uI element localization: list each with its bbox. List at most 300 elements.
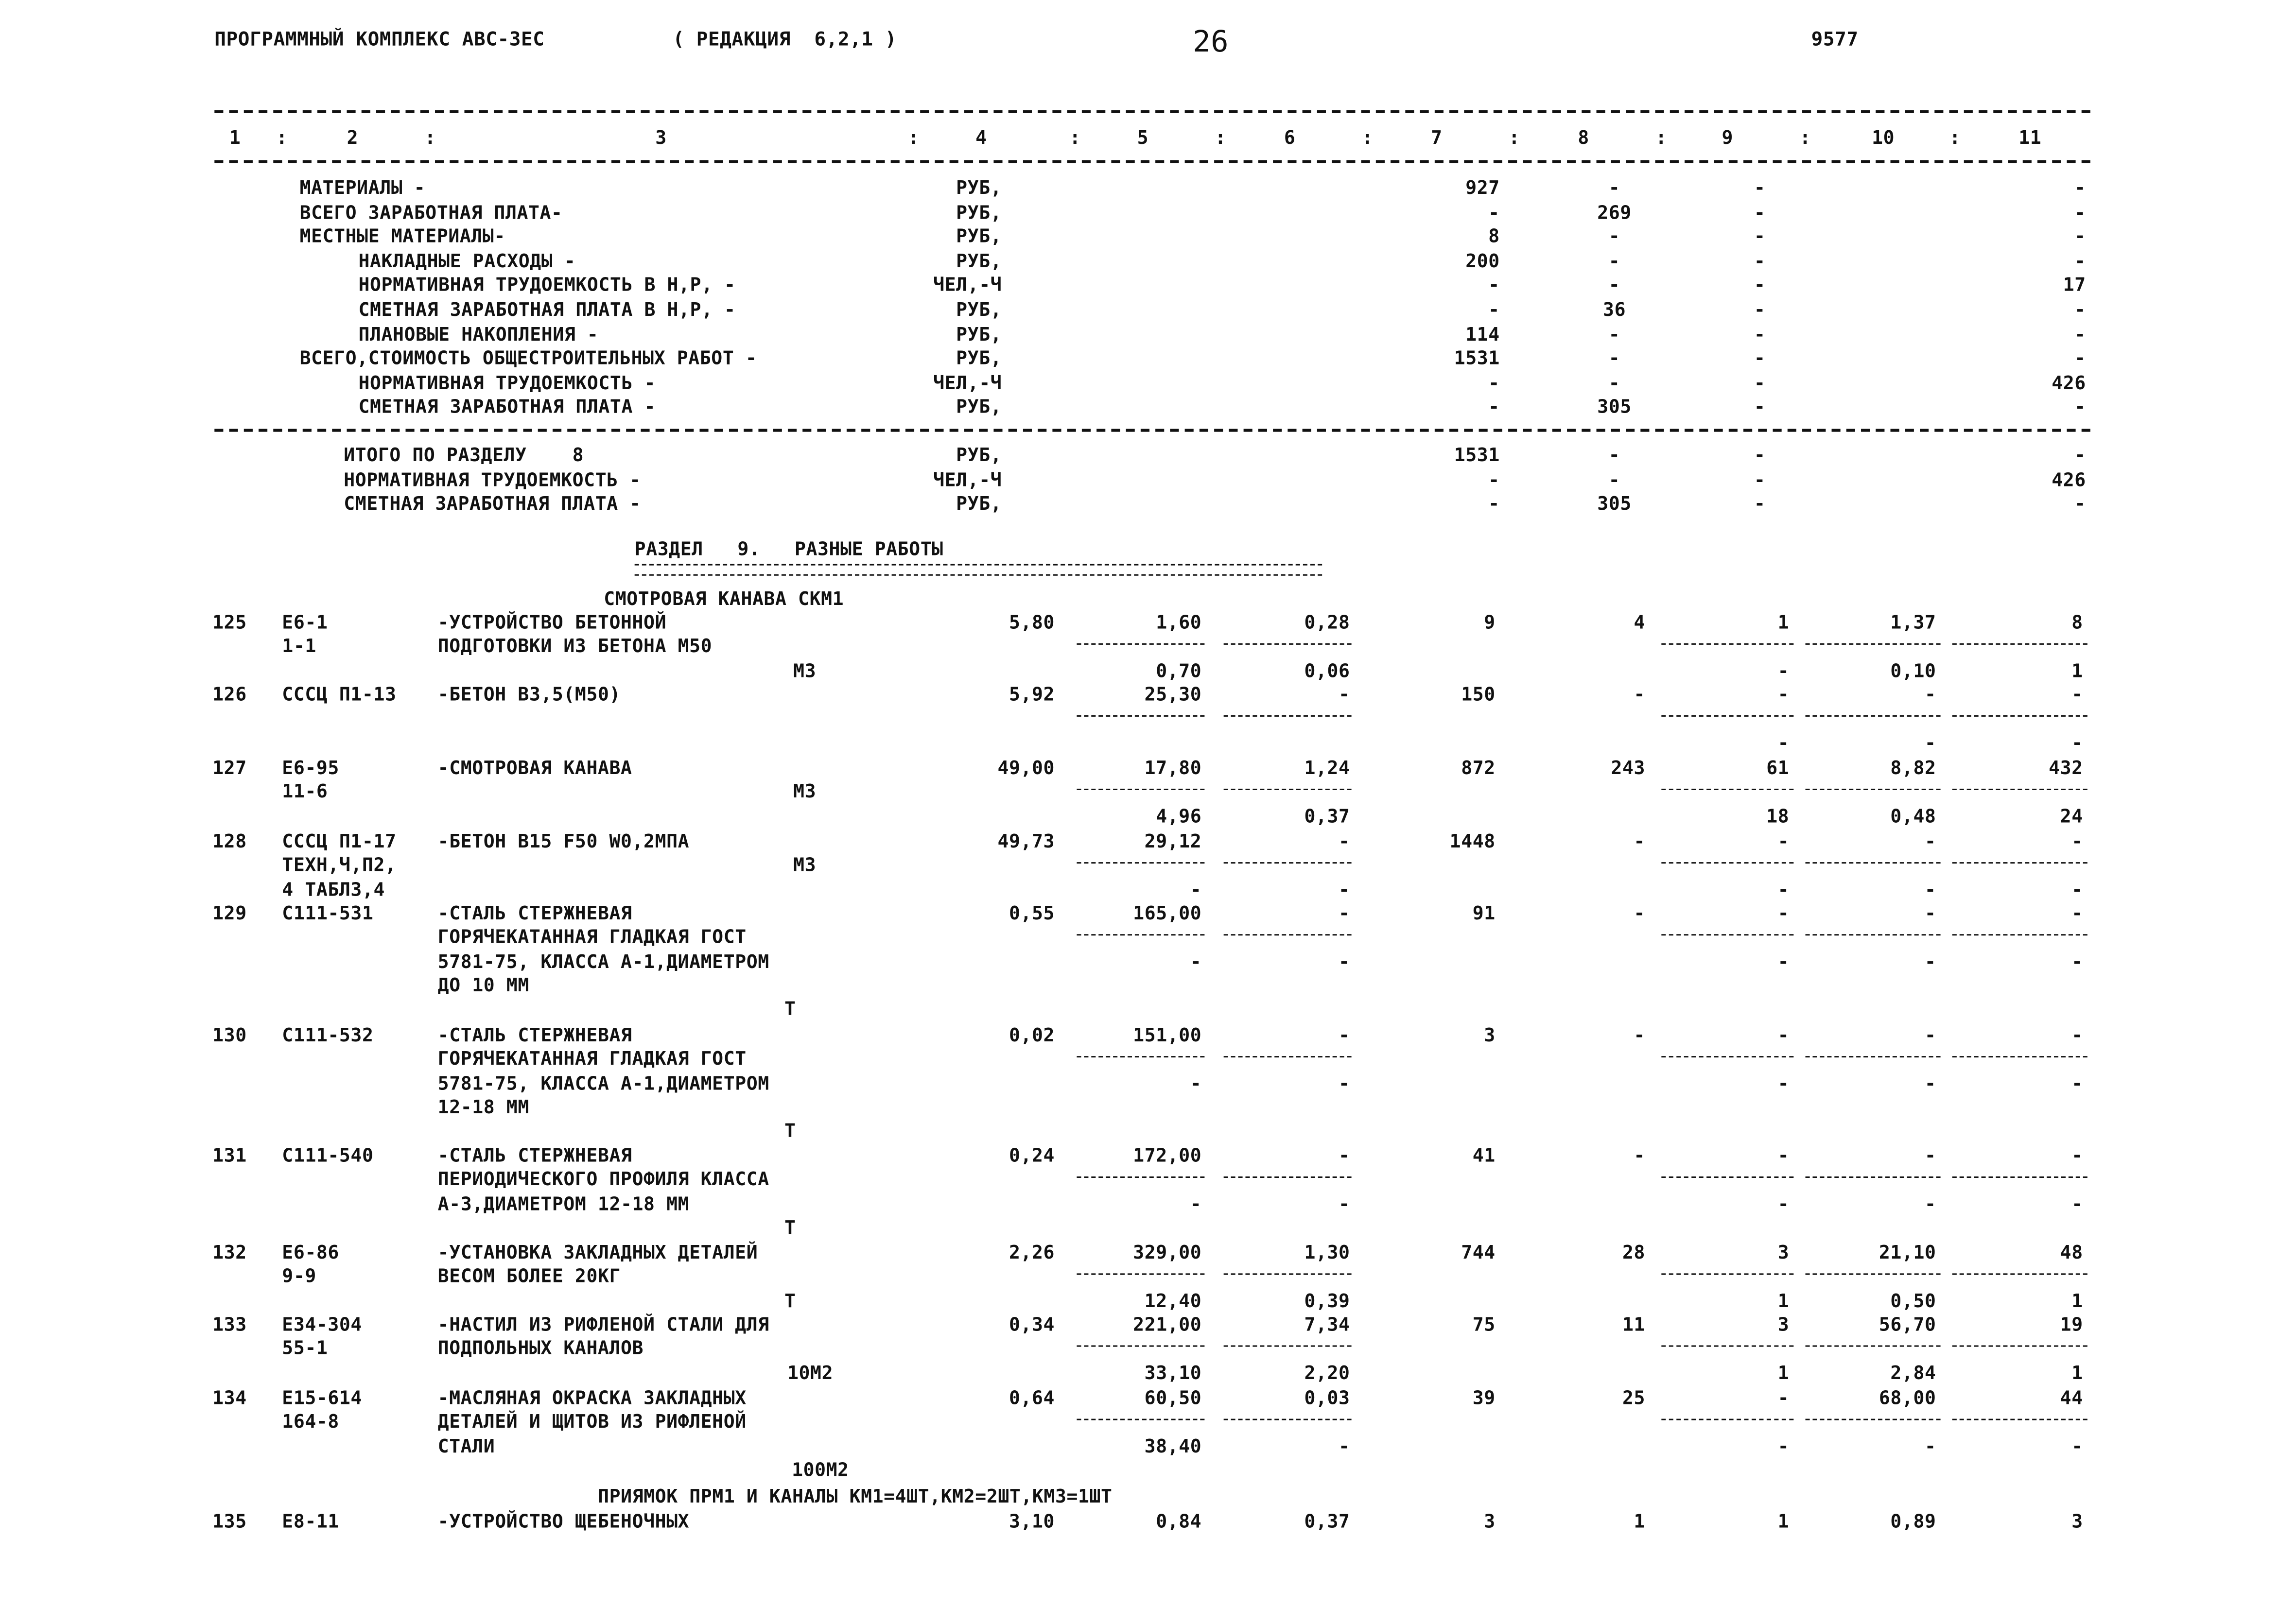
item-code: С111-531 [282, 901, 374, 924]
summary-value-8: - [1608, 346, 1620, 369]
item-description: 5781-75, КЛАССА А-1,ДИАМЕТРОМ [437, 950, 769, 972]
sub-rule-11 [1952, 715, 2087, 717]
header-rule-bottom [214, 160, 2090, 163]
summary-unit: РУБ, [956, 225, 1002, 247]
item-subvalue-11: - [2071, 731, 2083, 754]
total-value-7: - [1488, 467, 1500, 490]
item-value-6: 0,37 [1304, 1510, 1350, 1532]
summary-unit: РУБ, [956, 200, 1002, 223]
item-code: 4 ТАБЛ3,4 [282, 878, 385, 900]
item-value-6: - [1339, 901, 1350, 924]
summary-value-8: - [1608, 176, 1620, 199]
item-value-4: 0,64 [1009, 1386, 1055, 1409]
item-number: 133 [212, 1313, 247, 1335]
item-value-8: - [1634, 829, 1646, 852]
sub-rule-11 [1952, 862, 2087, 864]
summary-label: ВСЕГО ЗАРАБОТНАЯ ПЛАТА- [299, 200, 563, 223]
column-header-6: 6 [1284, 126, 1296, 149]
item-value-6: 1,30 [1304, 1241, 1350, 1263]
item-subvalue-9: - [1777, 659, 1790, 682]
item-code: 164-8 [282, 1410, 339, 1433]
total-value-8: - [1608, 467, 1620, 490]
sub-rule-10 [1806, 862, 1941, 864]
item-subvalue-11: 1 [2071, 659, 2083, 682]
summary-unit: РУБ, [956, 176, 1002, 199]
summary-value-7: 1531 [1454, 346, 1500, 369]
summary-value-7: 200 [1465, 249, 1500, 272]
item-description: ПОДГОТОВКИ ИЗ БЕТОНА М50 [437, 635, 713, 657]
item-value-5: 29,12 [1144, 829, 1202, 852]
item-number: 126 [212, 683, 247, 705]
item-description: А-3,ДИАМЕТРОМ 12-18 ММ [437, 1192, 690, 1214]
column-header-2: 2 [347, 126, 359, 149]
item-value-7: 75 [1472, 1313, 1496, 1335]
summary-unit: РУБ, [956, 298, 1002, 320]
item-value-4: 0,02 [1009, 1023, 1055, 1046]
summary-unit: РУБ, [956, 396, 1002, 418]
item-unit: Т [784, 997, 796, 1019]
item-unit: Т [784, 1216, 796, 1238]
item-value-4: 5,80 [1009, 611, 1055, 633]
sub-rule-11 [1952, 934, 2087, 935]
sub-rule-9 [1661, 1056, 1793, 1057]
item-value-7: 91 [1472, 901, 1496, 924]
column-separator: : [1799, 126, 1811, 149]
item-description: -СТАЛЬ СТЕРЖНЕВАЯ [437, 901, 632, 924]
item-unit: Т [784, 1119, 796, 1141]
item-value-9: 3 [1777, 1313, 1790, 1335]
item-value-5: 172,00 [1133, 1144, 1202, 1166]
item-value-8: - [1634, 901, 1646, 924]
item-value-10: 21,10 [1879, 1241, 1936, 1263]
column-separator: : [424, 126, 436, 149]
item-value-6: - [1339, 1023, 1350, 1046]
item-description: СТАЛИ [437, 1434, 495, 1457]
summary-value-8: - [1608, 371, 1620, 394]
item-value-4: 0,55 [1009, 901, 1055, 924]
item-description: -УСТАНОВКА ЗАКЛАДНЫХ ДЕТАЛЕЙ [437, 1241, 758, 1263]
item-value-8: - [1634, 1023, 1646, 1046]
sub-rule-9 [1661, 715, 1793, 717]
summary-value-8: 36 [1603, 298, 1626, 320]
item-description: 12-18 ММ [437, 1096, 529, 1118]
item-subvalue-5: - [1190, 1192, 1202, 1215]
summary-value-7: - [1488, 371, 1500, 394]
item-code: Е34-304 [282, 1313, 362, 1335]
sub-rule-10 [1806, 1176, 1941, 1178]
summary-label: НОРМАТИВНАЯ ТРУДОЕМКОСТЬ В Н,Р, - [358, 274, 736, 296]
item-value-10: - [1924, 829, 1936, 852]
item-value-6: - [1339, 1144, 1350, 1166]
item-subvalue-9: - [1777, 1192, 1790, 1215]
summary-value-7: 114 [1465, 322, 1500, 345]
sub-rule-5 [1077, 1419, 1204, 1420]
item-subvalue-6: - [1339, 1072, 1350, 1094]
summary-value-11: - [2074, 298, 2086, 320]
sub-rule-5 [1077, 1346, 1204, 1347]
item-description: -СТАЛЬ СТЕРЖНЕВАЯ [437, 1023, 632, 1046]
sub-rule-5 [1077, 862, 1204, 864]
item-subvalue-6: 0,39 [1304, 1289, 1350, 1312]
sub-rule-9 [1661, 789, 1793, 790]
summary-value-8: 269 [1597, 200, 1632, 223]
sub-rule-6 [1224, 715, 1352, 717]
summary-unit: РУБ, [956, 322, 1002, 345]
item-value-5: 165,00 [1133, 901, 1202, 924]
item-subvalue-6: 0,06 [1304, 659, 1350, 682]
item-subvalue-9: - [1777, 731, 1790, 754]
subsection-title-2: ПРИЯМОК ПРМ1 И КАНАЛЫ КМ1=4ШТ,КМ2=2ШТ,КМ3=1ШТ [598, 1485, 1113, 1507]
item-subvalue-11: 24 [2060, 805, 2083, 827]
item-subvalue-11: 1 [2071, 1289, 2083, 1312]
item-value-5: 25,30 [1144, 683, 1202, 705]
item-subvalue-10: 0,10 [1890, 659, 1936, 682]
item-value-11: 432 [2049, 756, 2083, 778]
item-value-8: 243 [1611, 756, 1646, 778]
item-subvalue-10: - [1924, 950, 1936, 972]
total-value-7: 1531 [1454, 443, 1500, 466]
item-subvalue-6: 2,20 [1304, 1361, 1350, 1384]
column-header-9: 9 [1722, 126, 1734, 149]
sub-rule-5 [1077, 1056, 1204, 1057]
sub-rule-6 [1224, 643, 1352, 645]
item-value-11: 48 [2060, 1241, 2083, 1263]
sub-rule-5 [1077, 1273, 1204, 1275]
summary-value-8: - [1608, 274, 1620, 296]
total-value-9: - [1754, 443, 1766, 466]
summary-value-11: 426 [2052, 371, 2086, 394]
item-value-7: 1448 [1449, 829, 1496, 852]
summary-label: МЕСТНЫЕ МАТЕРИАЛЫ- [299, 225, 505, 247]
item-description: ПЕРИОДИЧЕСКОГО ПРОФИЛЯ КЛАССА [437, 1168, 769, 1191]
column-header-11: 11 [2018, 126, 2042, 149]
item-subvalue-11: - [2071, 1434, 2083, 1457]
summary-value-9: - [1754, 176, 1766, 199]
section-title-underline [635, 564, 1322, 576]
item-subvalue-11: - [2071, 950, 2083, 972]
item-value-11: - [2071, 1144, 2083, 1166]
sub-rule-5 [1077, 934, 1204, 935]
item-value-6: 1,24 [1304, 756, 1350, 778]
sub-rule-10 [1806, 1273, 1941, 1275]
item-description: -БЕТОН В15 F50 W0,2МПА [437, 829, 690, 852]
edition-label: ( РЕДАКЦИЯ 6,2,1 ) [673, 29, 897, 52]
item-subvalue-11: - [2071, 1192, 2083, 1215]
item-subvalue-5: 33,10 [1144, 1361, 1202, 1384]
sub-rule-11 [1952, 1419, 2087, 1420]
item-subvalue-10: - [1924, 1192, 1936, 1215]
item-unit: Т [784, 1289, 796, 1312]
total-value-7: - [1488, 492, 1500, 515]
item-value-11: - [2071, 1023, 2083, 1046]
item-subvalue-9: - [1777, 950, 1790, 972]
total-label: ИТОГО ПО РАЗДЕЛУ 8 [344, 443, 584, 466]
item-subvalue-9: - [1777, 1072, 1790, 1094]
sub-rule-6 [1224, 789, 1352, 790]
sub-rule-5 [1077, 1176, 1204, 1178]
item-subvalue-6: - [1339, 950, 1350, 972]
sub-rule-9 [1661, 1273, 1793, 1275]
item-value-9: 61 [1766, 756, 1790, 778]
sub-rule-9 [1661, 1176, 1793, 1178]
item-value-11: 19 [2060, 1313, 2083, 1335]
item-value-9: - [1777, 901, 1790, 924]
item-value-7: 41 [1472, 1144, 1496, 1166]
item-subvalue-5: 12,40 [1144, 1289, 1202, 1312]
summary-value-11: - [2074, 249, 2086, 272]
total-value-11: - [2074, 443, 2086, 466]
summary-value-9: - [1754, 298, 1766, 320]
sub-rule-9 [1661, 1346, 1793, 1347]
item-number: 127 [212, 756, 247, 778]
item-value-9: 1 [1777, 611, 1790, 633]
item-value-7: 744 [1461, 1241, 1496, 1263]
item-value-7: 150 [1461, 683, 1496, 705]
item-value-9: 3 [1777, 1241, 1790, 1263]
item-value-7: 9 [1484, 611, 1496, 633]
item-code: 55-1 [282, 1337, 328, 1359]
column-header-3: 3 [655, 126, 667, 149]
summary-label: НОРМАТИВНАЯ ТРУДОЕМКОСТЬ - [358, 371, 656, 394]
item-description: ДО 10 ММ [437, 974, 529, 996]
subsection-title: СМОТРОВАЯ КАНАВА СКМ1 [604, 587, 844, 610]
column-separator: : [276, 126, 288, 149]
summary-unit: РУБ, [956, 249, 1002, 272]
summary-value-7: 8 [1488, 225, 1500, 247]
item-value-5: 0,84 [1156, 1510, 1202, 1532]
column-separator: : [1361, 126, 1374, 149]
sub-rule-6 [1224, 1346, 1352, 1347]
item-code: С111-532 [282, 1023, 374, 1046]
summary-value-9: - [1754, 225, 1766, 247]
item-value-10: 0,89 [1890, 1510, 1936, 1532]
item-subvalue-6: - [1339, 1192, 1350, 1215]
item-number: 128 [212, 829, 247, 852]
item-subvalue-10: - [1924, 731, 1936, 754]
item-description: -МАСЛЯНАЯ ОКРАСКА ЗАКЛАДНЫХ [437, 1386, 747, 1409]
item-subvalue-9: 1 [1777, 1361, 1790, 1384]
item-subvalue-10: - [1924, 1072, 1936, 1094]
item-subvalue-10: 0,48 [1890, 805, 1936, 827]
summary-divider [214, 429, 2090, 432]
item-code: Е6-95 [282, 756, 339, 778]
item-subvalue-9: - [1777, 878, 1790, 900]
summary-value-8: - [1608, 322, 1620, 345]
item-value-10: 8,82 [1890, 756, 1936, 778]
summary-unit: РУБ, [956, 346, 1002, 369]
item-value-9: - [1777, 1386, 1790, 1409]
summary-value-7: 927 [1465, 176, 1500, 199]
item-subvalue-11: 1 [2071, 1361, 2083, 1384]
sub-rule-6 [1224, 1176, 1352, 1178]
program-title: ПРОГРАММНЫЙ КОМПЛЕКС АВС-3ЕС [214, 29, 545, 52]
page-number: 26 [1193, 23, 1229, 59]
item-description: -НАСТИЛ ИЗ РИФЛЕНОЙ СТАЛИ ДЛЯ [437, 1313, 769, 1335]
item-code: Е8-11 [282, 1510, 339, 1532]
item-subvalue-9: 1 [1777, 1289, 1790, 1312]
summary-value-7: - [1488, 396, 1500, 418]
item-description: -СМОТРОВАЯ КАНАВА [437, 756, 632, 778]
sub-rule-5 [1077, 789, 1204, 790]
item-code: СССЦ П1-13 [282, 683, 397, 705]
item-value-5: 221,00 [1133, 1313, 1202, 1335]
item-value-4: 5,92 [1009, 683, 1055, 705]
total-value-11: - [2074, 492, 2086, 515]
sub-rule-11 [1952, 789, 2087, 790]
total-label: НОРМАТИВНАЯ ТРУДОЕМКОСТЬ - [344, 467, 641, 490]
item-value-6: - [1339, 683, 1350, 705]
item-description: ПОДПОЛЬНЫХ КАНАЛОВ [437, 1337, 644, 1359]
item-subvalue-9: 18 [1766, 805, 1790, 827]
column-separator: : [1655, 126, 1667, 149]
item-value-7: 3 [1484, 1023, 1496, 1046]
summary-value-9: - [1754, 396, 1766, 418]
item-value-6: 7,34 [1304, 1313, 1350, 1335]
item-description: -БЕТОН В3,5(М50) [437, 683, 621, 705]
item-number: 131 [212, 1144, 247, 1166]
sub-rule-6 [1224, 934, 1352, 935]
item-number: 134 [212, 1386, 247, 1409]
column-header-10: 10 [1872, 126, 1895, 149]
summary-value-11: - [2074, 225, 2086, 247]
item-subvalue-5: 0,70 [1156, 659, 1202, 682]
column-header-5: 5 [1137, 126, 1149, 149]
summary-value-11: - [2074, 322, 2086, 345]
item-value-6: 0,03 [1304, 1386, 1350, 1409]
summary-value-9: - [1754, 322, 1766, 345]
item-subvalue-6: - [1339, 1434, 1350, 1457]
sub-rule-10 [1806, 1346, 1941, 1347]
item-value-11: - [2071, 901, 2083, 924]
summary-value-8: - [1608, 249, 1620, 272]
total-unit: РУБ, [956, 443, 1002, 466]
item-value-5: 329,00 [1133, 1241, 1202, 1263]
sub-rule-9 [1661, 1419, 1793, 1420]
item-description: ГОРЯЧЕКАТАННАЯ ГЛАДКАЯ ГОСТ [437, 926, 747, 948]
item-value-4: 0,34 [1009, 1313, 1055, 1335]
summary-label: НАКЛАДНЫЕ РАСХОДЫ - [358, 249, 576, 272]
summary-label: МАТЕРИАЛЫ - [299, 176, 426, 199]
item-code: Е6-1 [282, 611, 328, 633]
sub-rule-11 [1952, 1346, 2087, 1347]
item-value-10: 56,70 [1879, 1313, 1936, 1335]
item-subvalue-10: 0,50 [1890, 1289, 1936, 1312]
summary-value-9: - [1754, 249, 1766, 272]
item-unit: М3 [793, 659, 817, 682]
total-label: СМЕТНАЯ ЗАРАБОТНАЯ ПЛАТА - [344, 492, 641, 515]
summary-value-11: 17 [2063, 274, 2086, 296]
summary-value-8: - [1608, 225, 1620, 247]
total-unit: ЧЕЛ,-Ч [933, 467, 1002, 490]
item-value-10: - [1924, 1023, 1936, 1046]
item-value-9: - [1777, 683, 1790, 705]
summary-value-9: - [1754, 274, 1766, 296]
item-subvalue-10: - [1924, 1434, 1936, 1457]
item-code: Е6-86 [282, 1241, 339, 1263]
sub-rule-10 [1806, 1419, 1941, 1420]
item-number: 130 [212, 1023, 247, 1046]
item-value-5: 60,50 [1144, 1386, 1202, 1409]
item-value-10: - [1924, 683, 1936, 705]
sub-rule-10 [1806, 715, 1941, 717]
summary-value-11: - [2074, 346, 2086, 369]
sub-rule-11 [1952, 1273, 2087, 1275]
item-value-7: 3 [1484, 1510, 1496, 1532]
item-value-8: 4 [1634, 611, 1646, 633]
column-header-4: 4 [975, 126, 987, 149]
item-subvalue-5: 4,96 [1156, 805, 1202, 827]
sub-rule-10 [1806, 1056, 1941, 1057]
item-subvalue-11: - [2071, 1072, 2083, 1094]
section-title: РАЗДЕЛ 9. РАЗНЫЕ РАБОТЫ [634, 537, 943, 560]
sub-rule-10 [1806, 643, 1941, 645]
total-value-11: 426 [2052, 467, 2086, 490]
item-subvalue-5: - [1190, 878, 1202, 900]
item-subvalue-5: - [1190, 1072, 1202, 1094]
item-code: СССЦ П1-17 [282, 829, 397, 852]
sub-rule-10 [1806, 789, 1941, 790]
item-value-4: 0,24 [1009, 1144, 1055, 1166]
summary-value-7: - [1488, 298, 1500, 320]
item-value-4: 49,00 [997, 756, 1055, 778]
item-code: С111-540 [282, 1144, 374, 1166]
item-subvalue-6: 0,37 [1304, 805, 1350, 827]
column-separator: : [1949, 126, 1961, 149]
item-value-5: 1,60 [1156, 611, 1202, 633]
item-subvalue-5: - [1190, 950, 1202, 972]
summary-value-11: - [2074, 396, 2086, 418]
column-header-8: 8 [1578, 126, 1589, 149]
total-value-8: 305 [1597, 492, 1632, 515]
summary-value-11: - [2074, 176, 2086, 199]
item-description: ГОРЯЧЕКАТАННАЯ ГЛАДКАЯ ГОСТ [437, 1048, 747, 1070]
item-description: ВЕСОМ БОЛЕЕ 20КГ [437, 1265, 621, 1287]
sub-rule-11 [1952, 1056, 2087, 1057]
sub-rule-6 [1224, 1056, 1352, 1057]
item-value-4: 2,26 [1009, 1241, 1055, 1263]
item-value-7: 872 [1461, 756, 1496, 778]
item-value-8: - [1634, 1144, 1646, 1166]
item-description: -УСТРОЙСТВО БЕТОННОЙ [437, 611, 667, 633]
sub-rule-10 [1806, 934, 1941, 935]
item-value-8: 25 [1622, 1386, 1646, 1409]
item-value-9: 1 [1777, 1510, 1790, 1532]
summary-value-9: - [1754, 200, 1766, 223]
item-value-9: - [1777, 1023, 1790, 1046]
item-value-7: 39 [1472, 1386, 1496, 1409]
item-value-11: 3 [2071, 1510, 2083, 1532]
total-value-9: - [1754, 492, 1766, 515]
sub-rule-5 [1077, 643, 1204, 645]
item-subvalue-11: - [2071, 878, 2083, 900]
sub-rule-11 [1952, 643, 2087, 645]
summary-label: ПЛАНОВЫЕ НАКОПЛЕНИЯ - [358, 322, 599, 345]
item-code: ТЕХН,Ч,П2, [282, 854, 397, 876]
item-number: 135 [212, 1510, 247, 1532]
item-code: Е15-614 [282, 1386, 362, 1409]
item-unit: М3 [793, 779, 817, 802]
item-description: ДЕТАЛЕЙ И ЩИТОВ ИЗ РИФЛЕНОЙ [437, 1410, 747, 1433]
item-value-5: 151,00 [1133, 1023, 1202, 1046]
item-value-9: - [1777, 1144, 1790, 1166]
item-value-11: - [2071, 683, 2083, 705]
item-value-11: 8 [2071, 611, 2083, 633]
item-value-10: 1,37 [1890, 611, 1936, 633]
column-separator: : [1215, 126, 1227, 149]
column-separator: : [1509, 126, 1520, 149]
column-header-1: 1 [229, 126, 241, 149]
item-code: 1-1 [282, 635, 316, 657]
